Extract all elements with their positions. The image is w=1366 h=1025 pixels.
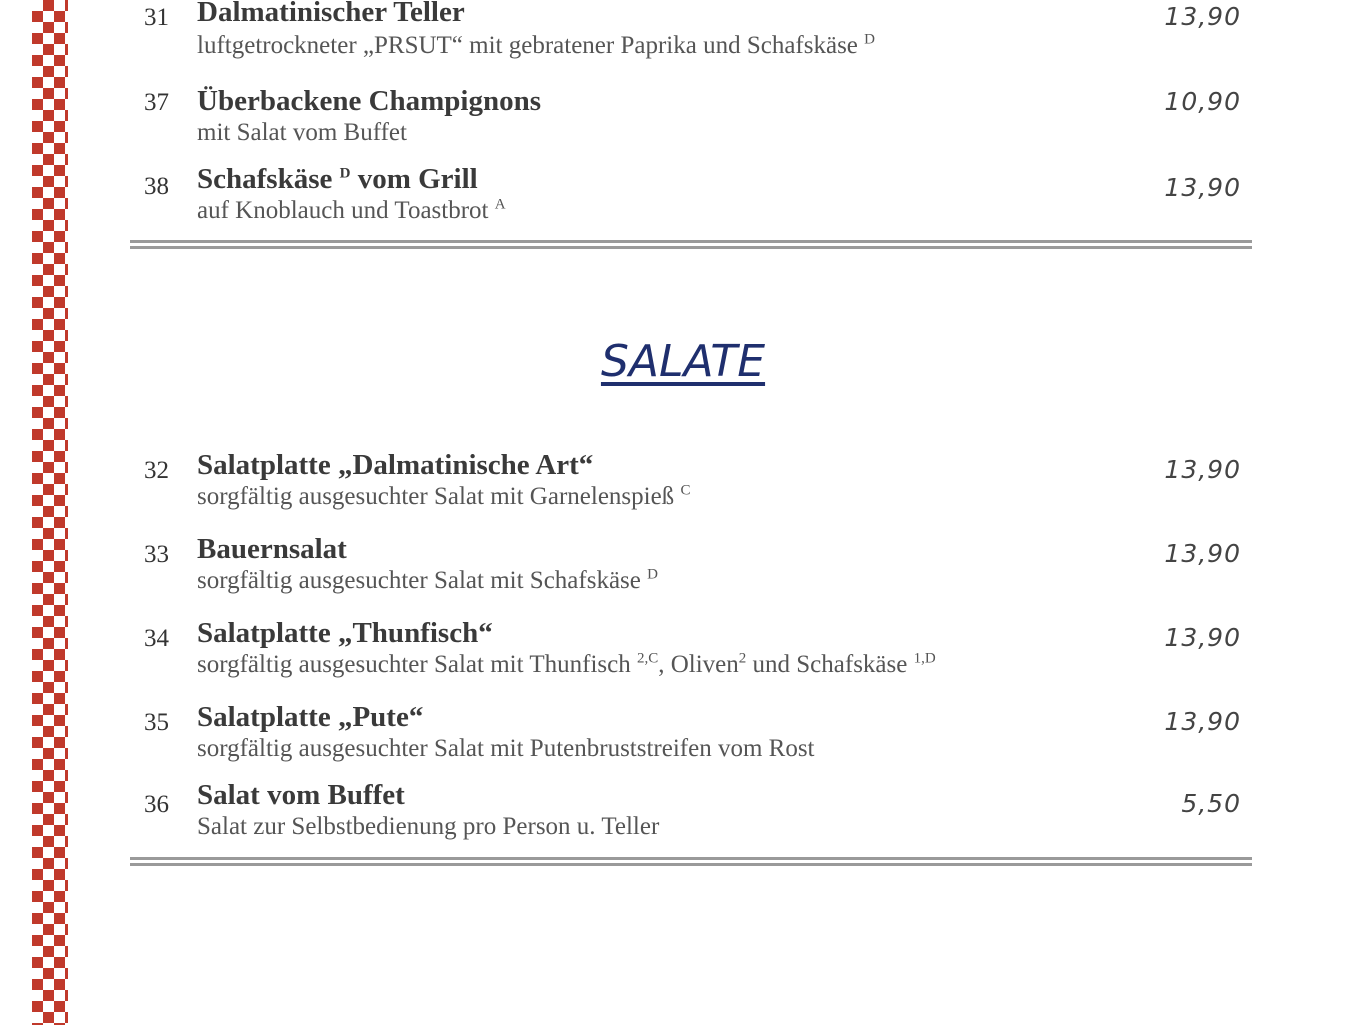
item-name: Dalmatinischer Teller — [197, 0, 465, 28]
item-description: luftgetrockneter „PRSUT“ mit gebratener Paprika und Schafskäse $^D$ — [197, 31, 875, 59]
item-name: Salatplatte „Thunfisch“ — [197, 617, 493, 649]
item-description: sorgfältig ausgesuchter Salat mit Thunfisch $^{2,C}$, Oliven$^2$ und Schafskäse $^{1,D}$ — [197, 650, 936, 678]
item-number: 38 — [144, 173, 169, 200]
checkered-border — [32, 0, 68, 1025]
item-price: 13,90 — [1164, 539, 1241, 568]
item-number: 37 — [144, 89, 169, 116]
item-name: Salatplatte „Pute“ — [197, 701, 424, 733]
item-price: 10,90 — [1164, 87, 1241, 116]
item-price: 13,90 — [1164, 455, 1241, 484]
item-number: 35 — [144, 709, 169, 736]
item-description: Salat zur Selbstbedienung pro Person u. Teller — [197, 813, 660, 840]
section-divider — [130, 240, 1252, 249]
item-name: Bauernsalat — [197, 533, 347, 565]
item-price: 13,90 — [1164, 707, 1241, 736]
item-number: 34 — [144, 625, 169, 652]
item-number: 36 — [144, 791, 169, 818]
item-price: 13,90 — [1164, 173, 1241, 202]
item-description: mit Salat vom Buffet — [197, 119, 407, 146]
item-price: 5,50 — [1181, 789, 1241, 818]
item-name: Schafskäse $^D$ vom Grill — [197, 163, 478, 195]
item-description: sorgfältig ausgesuchter Salat mit Putenbruststreifen vom Rost — [197, 735, 815, 762]
section-divider — [130, 857, 1252, 866]
item-number: 33 — [144, 541, 169, 568]
item-name: Salat vom Buffet — [197, 779, 405, 811]
item-name: Salatplatte „Dalmatinische Art“ — [197, 449, 594, 481]
section-heading: SALATE — [600, 336, 766, 387]
item-number: 32 — [144, 457, 169, 484]
item-price: 13,90 — [1164, 2, 1241, 31]
item-number: 31 — [144, 4, 169, 31]
item-description: sorgfältig ausgesuchter Salat mit Garnelenspieß $^C$ — [197, 482, 691, 510]
item-price: 13,90 — [1164, 623, 1241, 652]
item-name: Überbackene Champignons — [197, 85, 542, 117]
item-description: auf Knoblauch und Toastbrot $^A$ — [197, 196, 506, 224]
item-description: sorgfältig ausgesuchter Salat mit Schafskäse $^D$ — [197, 566, 658, 594]
